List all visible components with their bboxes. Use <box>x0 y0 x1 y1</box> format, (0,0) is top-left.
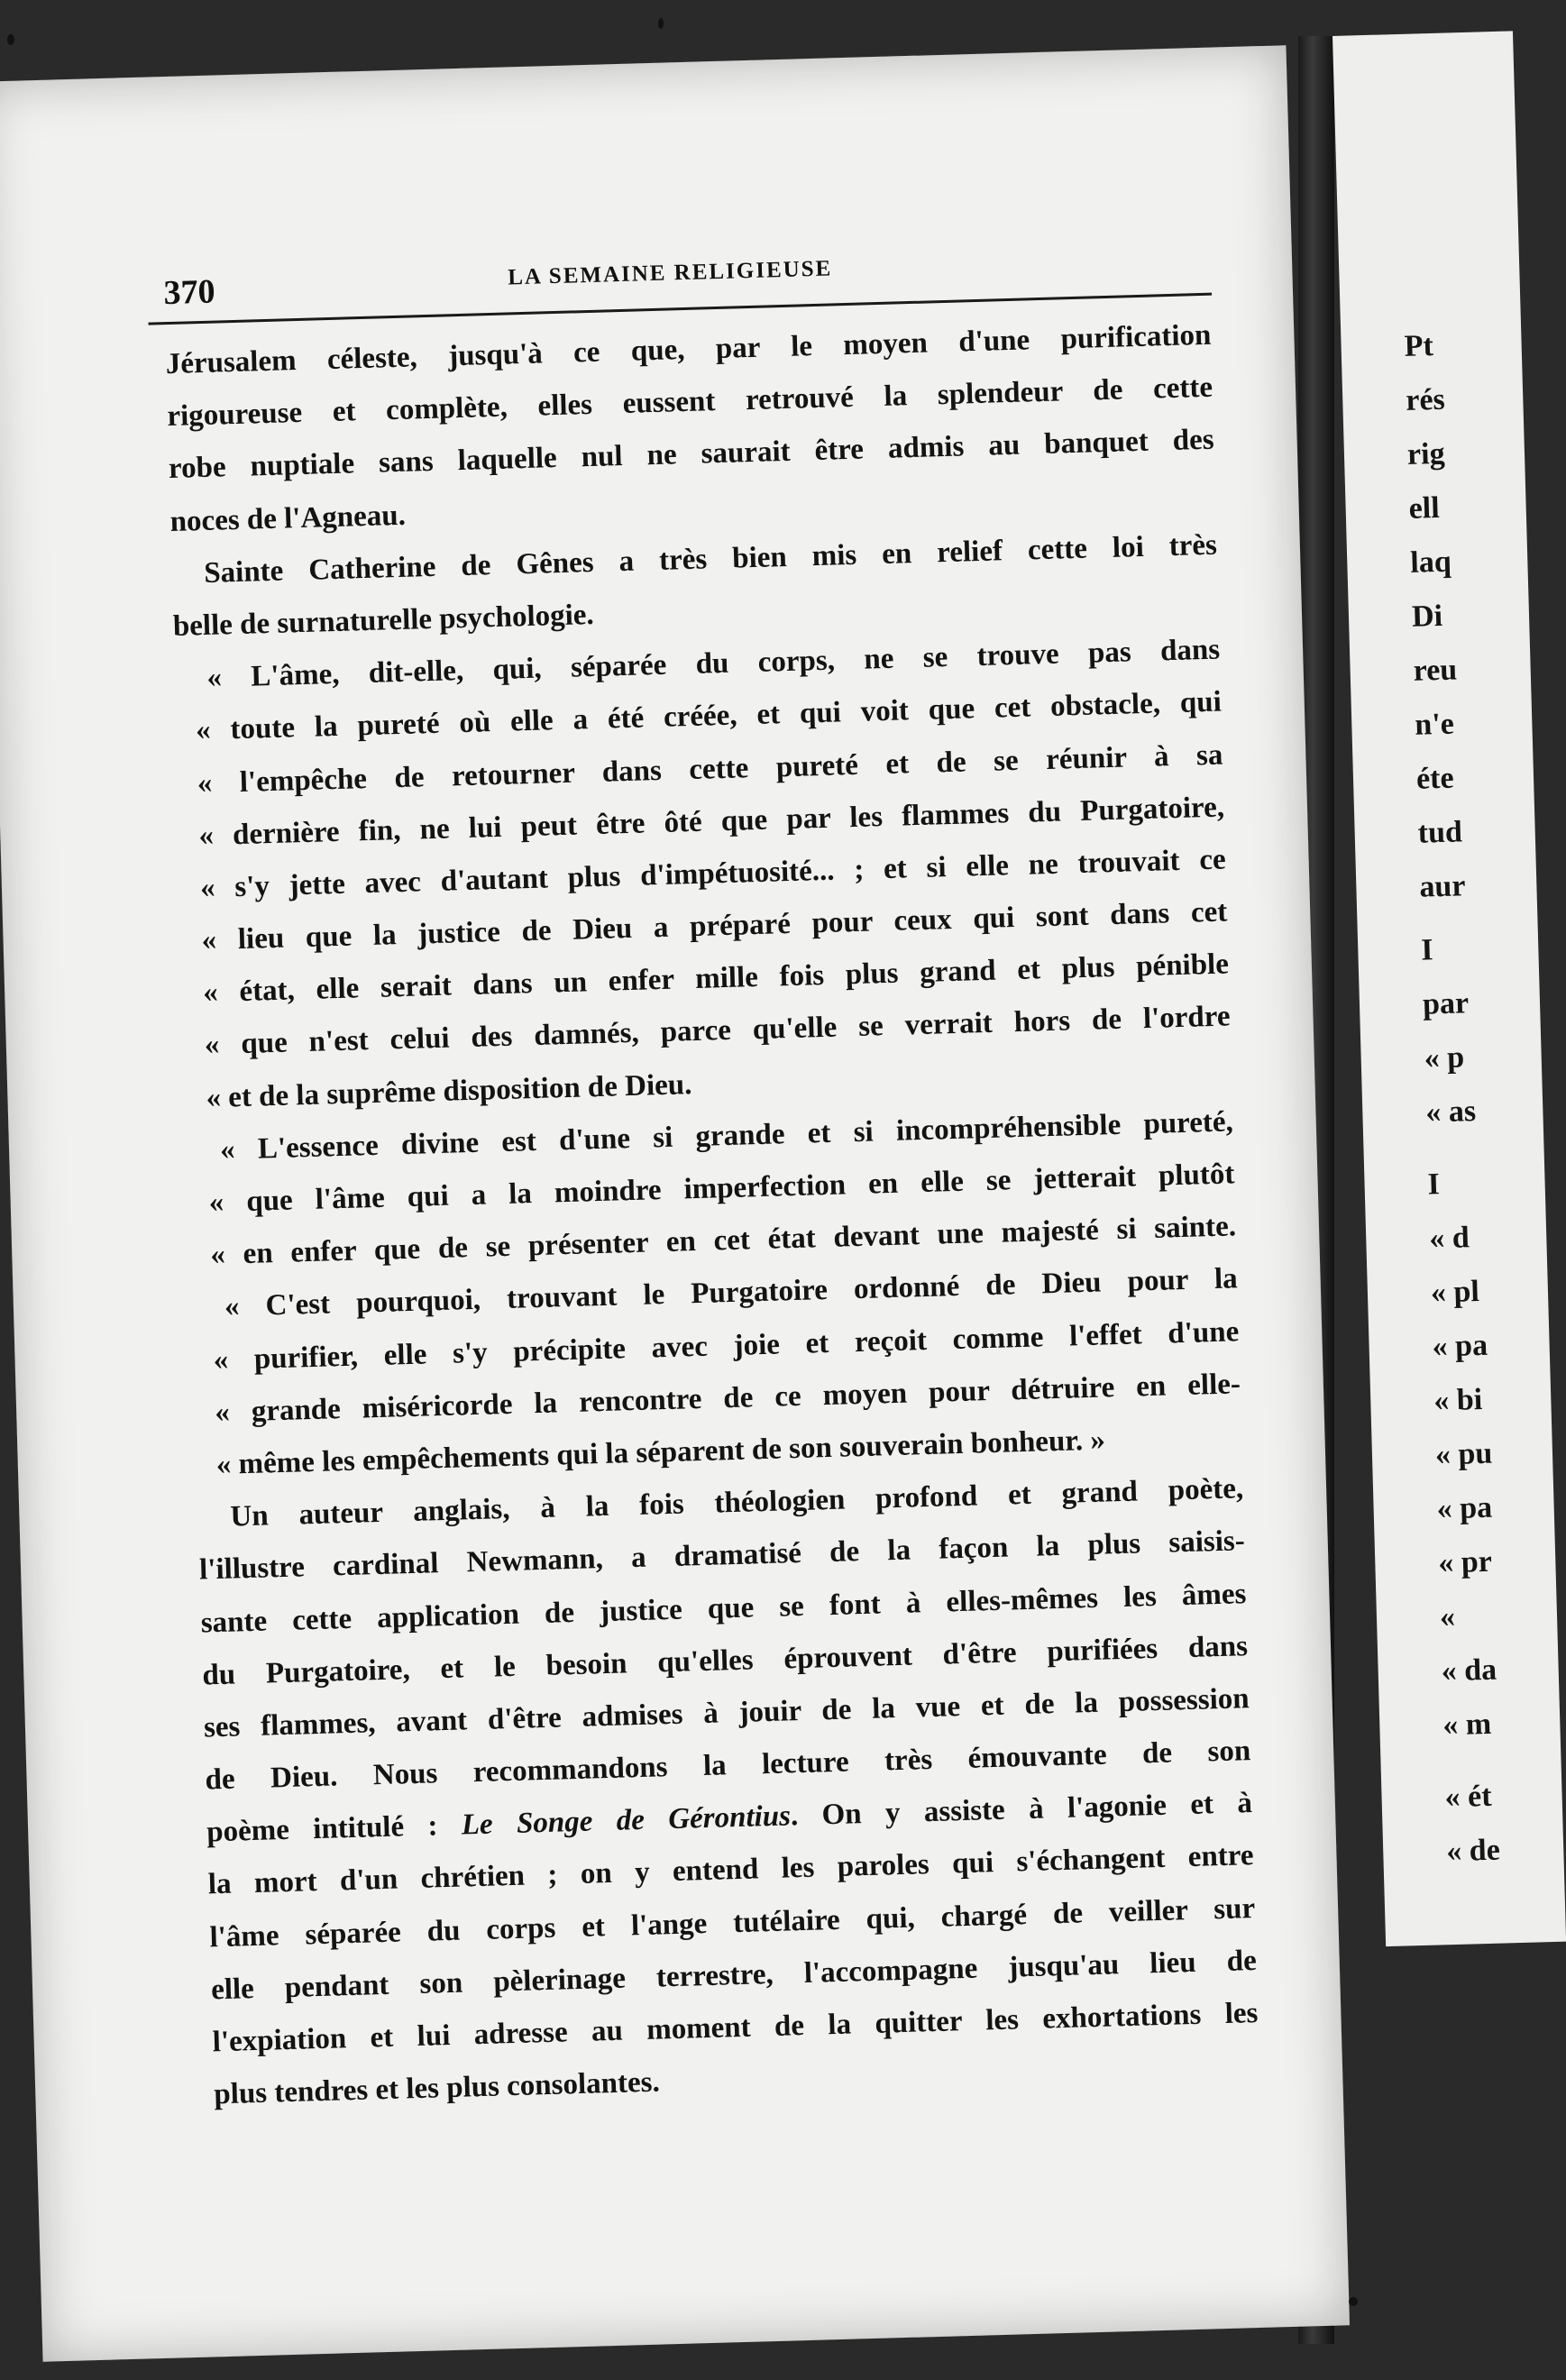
quote-line: « que n'est celui des damnés, parce qu'elle se verrait hors de l'ordre <box>204 1000 1231 1062</box>
quote-line: « toute la pureté où elle a été créée, et qui voit que cet obstacle, qui <box>195 685 1223 747</box>
facing-page-fragment: « p <box>1424 1040 1465 1076</box>
facing-page-fragment: « bi <box>1433 1382 1483 1418</box>
quote-line: « dernière fin, ne lui peut être ôté que par les flammes du Purgatoire, <box>197 791 1225 852</box>
quote-line: « que l'âme qui a la moindre imperfection en elle se jetterait plutôt <box>208 1158 1235 1220</box>
facing-page-fragment: ell <box>1408 490 1441 526</box>
quote-line: « l'empêche de retourner dans cette pureté et de se réunir à sa <box>197 738 1223 800</box>
text-fragment: poème intitulé : <box>206 1808 462 1849</box>
quote-line: « L'âme, dit-elle, qui, séparée du corps, ne se trouve pas dans <box>206 633 1221 695</box>
text-line: belle de surnaturelle psychologie. <box>172 598 595 643</box>
text-line: Jérusalem céleste, jusqu'à ce que, par le moyen d'une purification <box>165 318 1212 381</box>
facing-page-fragment: aur <box>1418 869 1466 904</box>
facing-page-fragment: « m <box>1442 1707 1492 1743</box>
text-line: sante cette application de justice que se font à elles-mêmes les âmes <box>200 1577 1247 1640</box>
running-head: LA SEMAINE RELIGIEUSE <box>507 256 833 290</box>
text-fragment: . On y assiste à l'agonie et à <box>790 1787 1253 1833</box>
text-line: Sainte Catherine de Gênes a très bien mis en relief cette loi très <box>203 528 1218 590</box>
text-line: rigoureuse et complète, elles eussent retrouvé la splendeur de cette <box>166 371 1213 434</box>
quote-line: « grande miséricorde la rencontre de ce moyen pour détruire en elle- <box>214 1367 1241 1429</box>
scan-speck <box>1349 2297 1358 2306</box>
page-number: 370 <box>162 272 216 313</box>
facing-page-fragment: tud <box>1417 815 1463 850</box>
text-line: elle pendant son pèlerinage terrestre, l'accompagne jusqu'au lieu de <box>210 1944 1258 2007</box>
quote-line: « état, elle serait dans un enfer mille fois plus grand et plus pénible <box>202 947 1230 1010</box>
facing-page-fragment: rés <box>1405 382 1446 417</box>
facing-page-fragment: « de <box>1445 1833 1501 1869</box>
facing-page-fragment: rig <box>1406 436 1446 471</box>
text-line: de Dieu. Nous recommandons la lecture très émouvante de son <box>205 1735 1251 1797</box>
facing-page-fragment: reu <box>1413 653 1458 688</box>
text-line: plus tendres et les plus consolantes. <box>213 2065 661 2111</box>
scan-speck <box>7 34 14 45</box>
facing-page-fragment: I <box>1420 933 1434 967</box>
scan-speck <box>658 18 664 29</box>
quote-line: « L'essence divine est d'une si grande et si incompréhensible pureté, <box>219 1105 1234 1167</box>
page-header <box>146 228 1212 325</box>
facing-page-fragment: « pu <box>1434 1436 1493 1472</box>
quote-line: « même les empêchements qui la séparent de son souverain bonheur. » <box>215 1423 1106 1481</box>
facing-page-fragment: « pr <box>1437 1544 1493 1580</box>
body-text <box>165 309 1260 2121</box>
facing-page-fragment: « as <box>1424 1094 1477 1130</box>
facing-page-fragment: « pa <box>1432 1328 1488 1364</box>
book-page <box>0 45 1350 2362</box>
facing-page-fragment: I <box>1427 1167 1441 1202</box>
quote-line: « C'est pourquoi, trouvant le Purgatoire ordonné de Dieu pour la <box>224 1262 1239 1324</box>
quote-line: « en enfer que de se présenter en cet état devant une majesté si sainte. <box>209 1210 1237 1272</box>
text-line: l'illustre cardinal Newmann, a dramatisé de la façon la plus saisis- <box>198 1524 1246 1587</box>
text-line: noces de l'Agneau. <box>169 499 407 538</box>
facing-page-fragment: « ét <box>1444 1779 1493 1815</box>
facing-page-fragment: Di <box>1411 599 1443 634</box>
facing-page-fragment: « da <box>1441 1652 1497 1689</box>
quote-line: « et de la suprême disposition de Dieu. <box>206 1067 692 1114</box>
quote-line: « purifier, elle s'y précipite avec joie et reçoit comme l'effet d'une <box>213 1314 1240 1377</box>
quote-line: « lieu que la justice de Dieu a préparé pour ceux qui sont dans cet <box>201 895 1228 957</box>
facing-page-fragments <box>1332 31 1513 1869</box>
facing-page-edge <box>1332 31 1566 1946</box>
facing-page-fragment: « <box>1439 1599 1456 1634</box>
facing-page-fragment: « d <box>1428 1221 1470 1256</box>
text-line: l'âme séparée du corps et l'ange tutélaire qui, chargé de veiller sur <box>209 1891 1256 1954</box>
text-line: robe nuptiale sans laquelle nul ne saurait être admis au banquet des <box>168 424 1215 486</box>
quote-line: « s'y jette avec d'autant plus d'impétuosité... ; et si elle ne trouvait ce <box>199 843 1227 905</box>
text-line: du Purgatoire, et le besoin qu'elles éprouvent d'être purifiées dans <box>201 1629 1249 1692</box>
text-line: ses flammes, avant d'être admises à jouir de la vue et de la possession <box>203 1681 1250 1744</box>
text-line: l'expiation et lui adresse au moment de la quitter les exhortations les <box>212 1996 1259 2059</box>
facing-page-fragment: éte <box>1415 761 1455 796</box>
facing-page-fragment: n'e <box>1414 707 1455 742</box>
text-line: la mort d'un chrétien ; on y entend les paroles qui s'échangent entre <box>207 1839 1254 1901</box>
facing-page-fragment: Pt <box>1404 329 1434 363</box>
text-line: Un auteur anglais, à la fois théologien profond et grand poète, <box>230 1472 1244 1533</box>
facing-page-fragment: « pl <box>1430 1275 1480 1310</box>
facing-page-fragment: laq <box>1409 545 1452 580</box>
facing-page-fragment: « pa <box>1436 1490 1493 1526</box>
poem-title: Le Songe de Gérontius <box>461 1799 792 1842</box>
facing-page-fragment: par <box>1422 986 1470 1021</box>
